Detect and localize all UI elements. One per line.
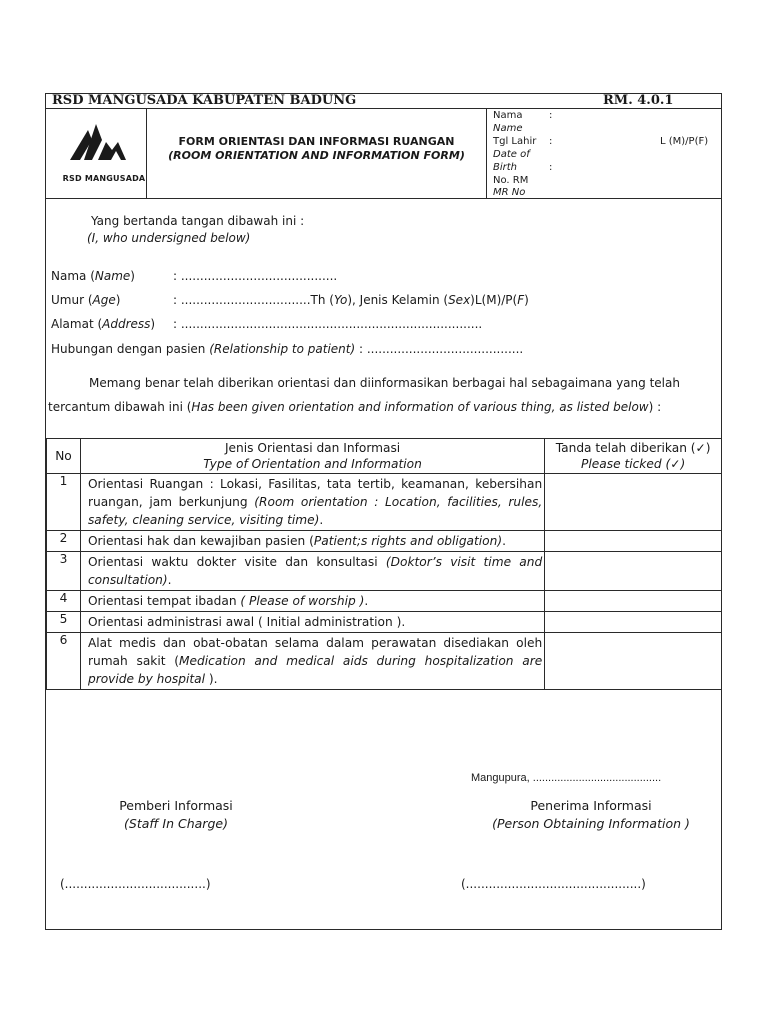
nama-label-close: )	[130, 269, 135, 283]
col-tick-en: Please ticked (✓)	[581, 457, 686, 471]
header-divider	[486, 109, 487, 199]
hubungan-label: Hubungan dengan pasien	[51, 342, 210, 356]
orientation-table	[46, 438, 722, 690]
alamat-label-close: )	[150, 317, 156, 331]
giver-block	[66, 797, 286, 833]
signature-place-date: Mangupura, ..........................................	[471, 772, 662, 784]
row-description	[80, 612, 544, 633]
gender-label: L (M)/P(F)	[660, 136, 709, 147]
tick-cell[interactable]	[545, 531, 722, 552]
giver-title: Pemberi Informasi	[119, 798, 233, 813]
form-title-en: (ROOM ORIENTATION AND INFORMATION FORM)	[168, 149, 465, 162]
statement-line-2-en: Has been given orientation and information of various thing, as listed below	[191, 400, 649, 414]
umur-sex: Sex	[448, 293, 471, 307]
umur-lm: )L(M)/P(	[470, 293, 518, 307]
row-text: Orientasi tempat ibadan	[87, 594, 241, 608]
umur-label-en: Age	[92, 293, 116, 307]
row-no: 4	[47, 591, 81, 612]
row-text: Orientasi waktu dokter visite dan konsultasi	[87, 555, 386, 569]
receiver-title: Penerima Informasi	[530, 798, 652, 813]
col-tick-id: Tanda telah diberikan (✓)	[555, 441, 711, 455]
label-birth: Birth	[493, 162, 518, 173]
label-no-rm: No. RM	[493, 175, 529, 186]
row-no: 1	[47, 474, 81, 531]
col-type-id: Jenis Orientasi dan Informasi	[224, 441, 401, 455]
table-row	[47, 591, 722, 612]
intro-id: Yang bertanda tangan dibawah ini :	[91, 214, 305, 228]
umur-rest: ), Jenis Kelamin (	[347, 293, 449, 307]
hospital-logo	[58, 120, 146, 190]
table-row	[47, 633, 722, 690]
umur-dots: : ..................................Th (	[173, 293, 334, 307]
row-text-en: (Room orientation : Location, facilities, rules, safety, cleaning service, visiting time)	[87, 495, 543, 527]
receiver-signature-line[interactable]: (..............................................)	[461, 877, 646, 891]
row-text: Orientasi Ruangan : Lokasi, Fasilitas, tata tertib, keamanan, kebersihan ruangan, jam berkunjung	[87, 477, 543, 509]
row-text-end: .	[364, 594, 369, 608]
row-text-end: ).	[204, 672, 218, 686]
nama-label-en: Name	[94, 269, 131, 283]
table-header-row	[47, 439, 722, 474]
row-no: 2	[47, 531, 81, 552]
hubungan-fill-line: : .........................................	[355, 342, 524, 356]
hubungan-label-en: (Relationship to patient)	[209, 342, 356, 356]
col-type-en: Type of Orientation and Information	[203, 457, 422, 471]
label-tgl-lahir: Tgl Lahir	[493, 136, 537, 147]
header-divider	[146, 109, 147, 199]
row-text: Orientasi hak dan kewajiban pasien (	[87, 534, 314, 548]
col-tick	[545, 439, 722, 474]
nama-label: Nama (	[51, 269, 95, 283]
row-text-en: (Doktor’s visit time and consultation)	[87, 555, 543, 587]
giver-signature-line[interactable]: (.....................................)	[60, 877, 211, 891]
giver-title-en: (Staff In Charge)	[124, 816, 228, 831]
umur-fill-line	[173, 293, 529, 308]
label-nama: Nama	[493, 110, 523, 121]
row-text-end: .	[319, 513, 324, 527]
statement-line-2-id: tercantum dibawah ini (	[48, 400, 192, 414]
field-nama	[51, 269, 135, 284]
field-umur	[51, 293, 120, 308]
colon: :	[549, 162, 553, 173]
colon: :	[549, 110, 553, 121]
label-date-of: Date of	[493, 149, 530, 160]
tick-cell[interactable]	[545, 633, 722, 690]
form-title-id: FORM ORIENTASI DAN INFORMASI RUANGAN	[178, 135, 455, 148]
statement-line-1: Memang benar telah diberikan orientasi dan diinformasikan berbagai hal sebagaimana yang telah	[89, 376, 680, 390]
umur-label: Umur (	[51, 293, 93, 307]
umur-yo: Yo	[333, 293, 348, 307]
row-text-en: Medication and medical aids during hospitalization are provide by hospital	[87, 654, 543, 686]
row-text-end: .	[502, 534, 506, 548]
nama-fill-line: : .........................................	[173, 269, 338, 283]
table-row	[47, 531, 722, 552]
row-description	[80, 591, 544, 612]
col-no: No	[47, 439, 81, 474]
statement-line-2	[48, 400, 661, 415]
label-name: Name	[493, 123, 523, 134]
tick-cell[interactable]	[545, 552, 722, 591]
table-row	[47, 474, 722, 531]
statement-line-2-end: ) :	[648, 400, 662, 414]
col-type	[80, 439, 544, 474]
row-description	[80, 633, 544, 690]
row-description	[80, 474, 544, 531]
tick-cell[interactable]	[545, 591, 722, 612]
row-description	[80, 531, 544, 552]
row-text-en: ( Please of worship )	[240, 594, 365, 608]
row-text-end: .	[167, 573, 172, 587]
mangusada-logo-icon	[66, 120, 130, 164]
hospital-name: RSD MANGUSADA KABUPATEN BADUNG	[52, 93, 357, 108]
intro-en: (I, who undersigned below)	[87, 231, 251, 245]
alamat-fill-line: : ...............................................................................	[173, 317, 483, 331]
form-topbar	[46, 94, 721, 109]
logo-label: RSD MANGUSADA	[62, 174, 146, 183]
form-title	[149, 135, 484, 163]
tick-cell[interactable]	[545, 474, 722, 531]
field-hubungan	[51, 342, 523, 357]
umur-label-close: )	[115, 293, 121, 307]
row-no: 5	[47, 612, 81, 633]
table-row	[47, 612, 722, 633]
row-description	[80, 552, 544, 591]
table-row	[47, 552, 722, 591]
form-code: RM. 4.0.1	[603, 93, 674, 108]
row-text: Alat medis dan obat-obatan selama dalam perawatan disediakan oleh rumah sakit (	[87, 636, 543, 668]
alamat-label-en: Address	[102, 317, 151, 331]
receiver-title-en: (Person Obtaining Information )	[492, 816, 690, 831]
orientation-form	[45, 93, 722, 930]
row-text-en: Patient;s rights and obligation)	[313, 534, 503, 548]
tick-cell[interactable]	[545, 612, 722, 633]
form-header	[46, 109, 721, 199]
row-no: 6	[47, 633, 81, 690]
umur-f: F	[517, 293, 525, 307]
receiver-block	[466, 797, 716, 833]
label-mr-no: MR No	[493, 187, 526, 198]
row-text: Orientasi administrasi awal ( Initial administration ).	[87, 615, 406, 629]
colon: :	[549, 136, 553, 147]
field-alamat	[51, 317, 155, 332]
alamat-label: Alamat (	[51, 317, 103, 331]
row-no: 3	[47, 552, 81, 591]
umur-end: )	[524, 293, 529, 307]
